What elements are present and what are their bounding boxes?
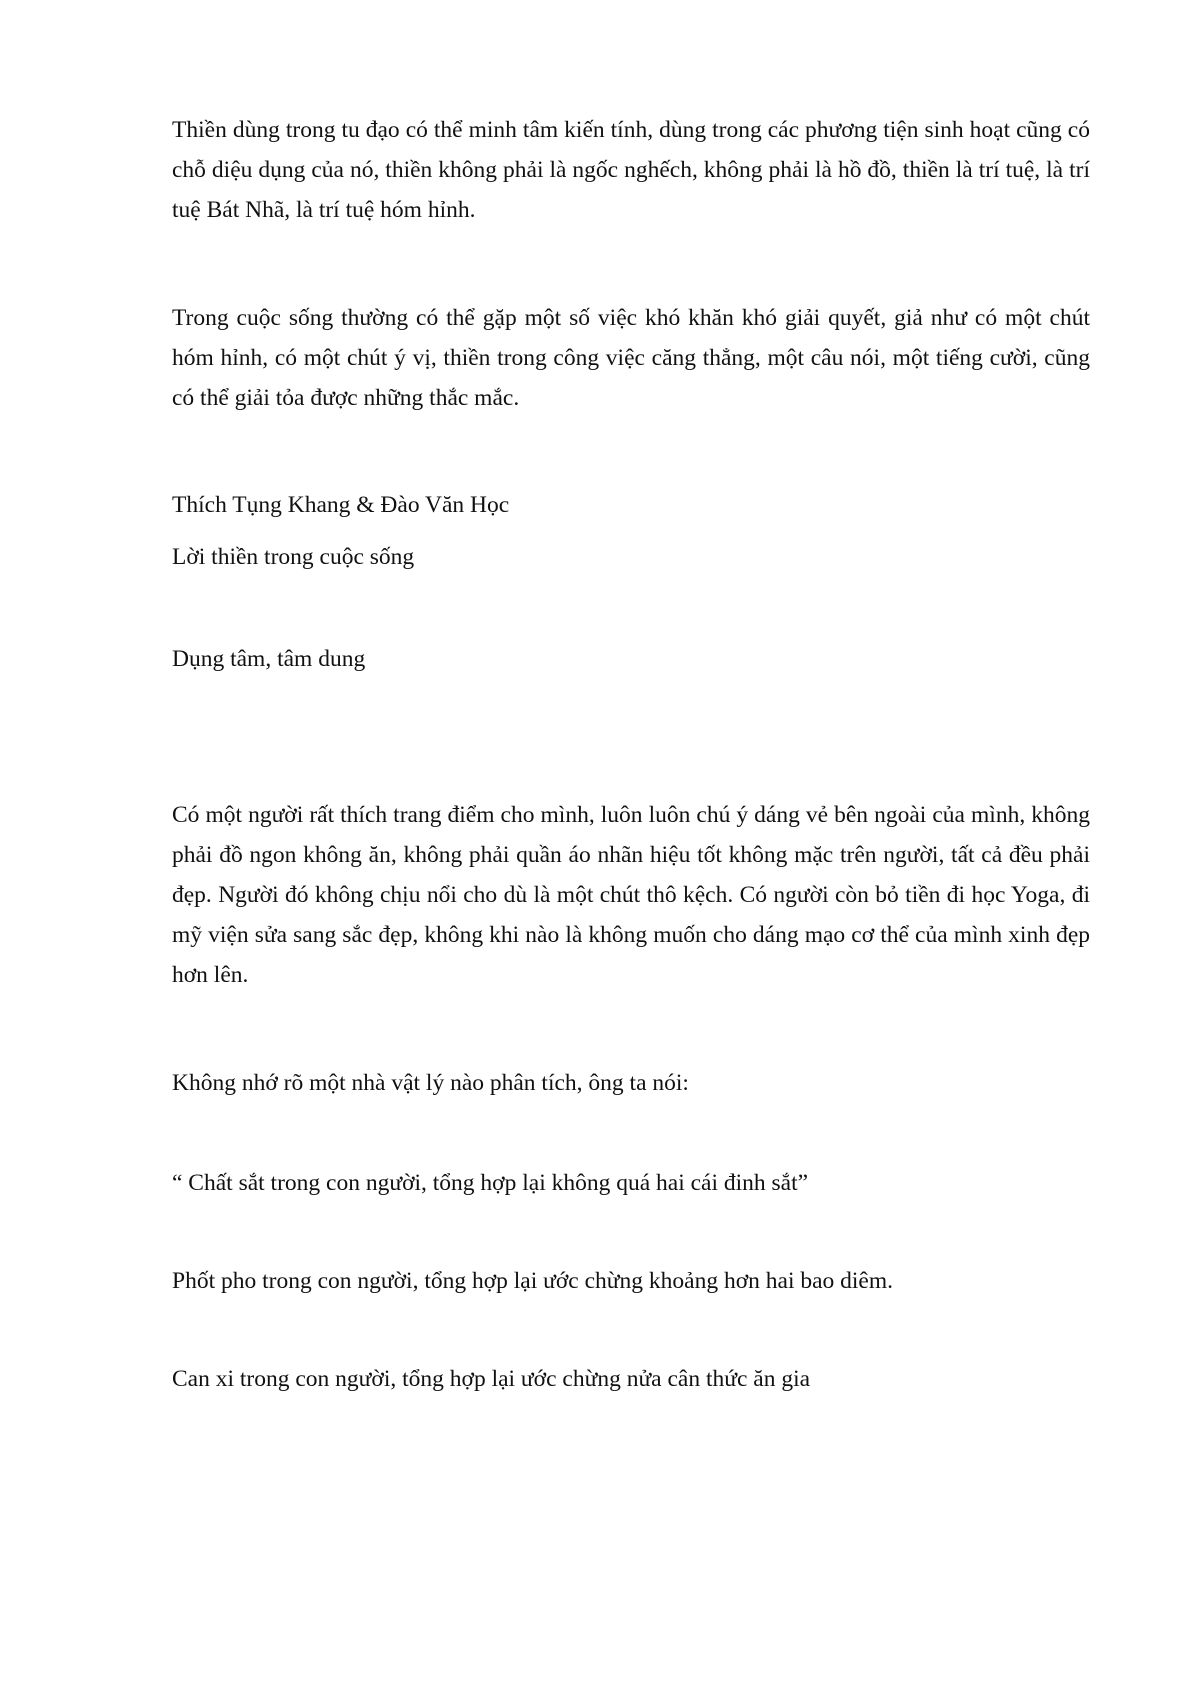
paragraph-physicist: Không nhớ rõ một nhà vật lý nào phân tích, ông ta nói: <box>172 1070 689 1096</box>
paragraph-appearance: Có một người rất thích trang điểm cho mình, luôn luôn chú ý dáng vẻ bên ngoài của mình, không phải đồ ngon không ăn, không phải quần áo nhãn hiệu tốt không mặc trên người, tất cả đều phải đẹp. Người đó không chịu nổi cho dù là một chút thô kệch. Có người còn bỏ tiền đi học Yoga, đi mỹ viện sửa sang sắc đẹp, không khi nào là không muốn cho dáng mạo cơ thể của mình xinh đẹp hơn lên. <box>172 802 1090 988</box>
paragraph-iron: “ Chất sắt trong con người, tổng hợp lại không quá hai cái đinh sắt” <box>172 1170 809 1196</box>
paragraph-zen-wisdom: Thiền dùng trong tu đạo có thể minh tâm kiến tính, dùng trong các phương tiện sinh hoạt cũng có chỗ diệu dụng của nó, thiền không phải là ngốc nghếch, không phải là hồ đồ, thiền là trí tuệ, là trí tuệ Bát Nhã, là trí tuệ hóm hỉnh. <box>172 117 1090 223</box>
section-title: Dụng tâm, tâm dung <box>172 646 366 672</box>
author-line: Thích Tụng Khang & Đào Văn Học <box>172 492 510 518</box>
paragraph-phosphorus: Phốt pho trong con người, tổng hợp lại ước chừng khoảng hơn hai bao diêm. <box>172 1268 894 1294</box>
paragraph-calcium: Can xi trong con người, tổng hợp lại ước chừng nửa cân thức ăn gia <box>172 1366 811 1392</box>
book-title: Lời thiền trong cuộc sống <box>172 544 415 570</box>
paragraph-daily-life: Trong cuộc sống thường có thể gặp một số việc khó khăn khó giải quyết, giả như có một chút hóm hỉnh, có một chút ý vị, thiền trong công việc căng thẳng, một câu nói, một tiếng cười, cũng có thể giải tỏa được những thắc mắc. <box>172 305 1090 411</box>
